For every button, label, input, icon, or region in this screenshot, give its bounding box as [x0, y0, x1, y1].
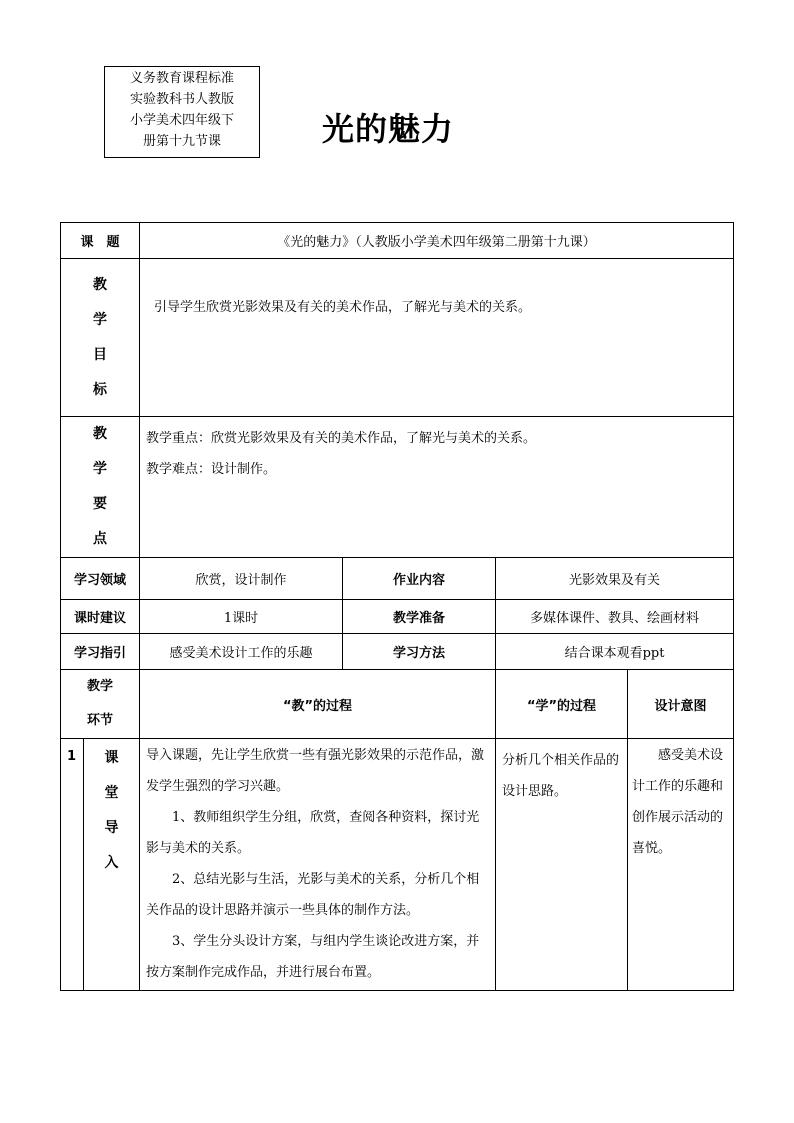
teach-header: “教”的过程 [140, 670, 496, 739]
info-line: 册第十九节课 [142, 134, 221, 149]
step-row [61, 739, 734, 991]
guide-value: 感受美术设计工作的乐趣 [140, 634, 343, 670]
topic-label: 课 题 [61, 223, 140, 259]
method-value: 结合课本观看ppt [496, 634, 734, 670]
teach-paragraph: 3、学生分头设计方案，与组内学生谈论改进方案，并按方案制作完成作品，并进行展台布置。 [146, 934, 480, 980]
key-points-row [61, 417, 734, 558]
prep-value: 多媒体课件、教具、绘画材料 [496, 600, 734, 634]
homework-label: 作业内容 [343, 558, 496, 600]
hours-label: 课时建议 [61, 600, 140, 634]
step-name: 课 堂 导 入 [84, 739, 140, 991]
teach-paragraph: 1、教师组织学生分组，欣赏，查阅各种资料，探讨光影与美术的关系。 [146, 810, 480, 856]
process-header-row [61, 670, 734, 739]
topic-value: 《光的魅力》（人教版小学美术四年级第二册第十九课） [140, 223, 734, 259]
prep-label: 教学准备 [343, 600, 496, 634]
step-number: 1 [61, 739, 84, 991]
teach-process [140, 739, 496, 991]
topic-row [61, 223, 734, 259]
method-label: 学习方法 [343, 634, 496, 670]
field-row [61, 558, 734, 600]
stage-label: 教学 环节 [61, 670, 140, 739]
key-point-focus: 教学重点：欣赏光影效果及有关的美术作品，了解光与美术的关系。 [146, 431, 537, 446]
guide-row [61, 634, 734, 670]
intent-header: 设计意图 [628, 670, 734, 739]
hours-value: 1课时 [140, 600, 343, 634]
info-line: 实验教科书人教版 [129, 92, 234, 107]
field-label: 学习领域 [61, 558, 140, 600]
guide-label: 学习指引 [61, 634, 140, 670]
hours-row [61, 600, 734, 634]
learn-process: 分析几个相关作品的设计思路。 [496, 739, 628, 991]
teach-paragraph: 2、总结光影与生活，光影与美术的关系，分析几个相关作品的设计思路并演示一些具体的制作方法。 [146, 872, 480, 918]
info-line: 小学美术四年级下 [129, 113, 234, 128]
key-point-difficulty: 教学难点：设计制作。 [146, 462, 277, 477]
field-value: 欣赏，设计制作 [140, 558, 343, 600]
page-title: 光的魅力 [322, 110, 455, 148]
goal-label: 教 学 目 标 [61, 259, 140, 417]
info-line: 义务教育课程标准 [129, 71, 234, 86]
homework-value: 光影效果及有关 [496, 558, 734, 600]
goal-text: 引导学生欣赏光影效果及有关的美术作品，了解光与美术的关系。 [140, 259, 734, 417]
design-intent: 感受美术设计工作的乐趣和创作展示活动的喜悦。 [628, 739, 734, 991]
key-points-label: 教 学 要 点 [61, 417, 140, 558]
lesson-plan-table [60, 222, 734, 991]
key-points [140, 417, 734, 558]
textbook-info-box [104, 66, 260, 158]
learn-header: “学”的过程 [496, 670, 628, 739]
teach-paragraph: 导入课题，先让学生欣赏一些有强光影效果的示范作品，激发学生强烈的学习兴趣。 [146, 748, 485, 794]
goal-row [61, 259, 734, 417]
